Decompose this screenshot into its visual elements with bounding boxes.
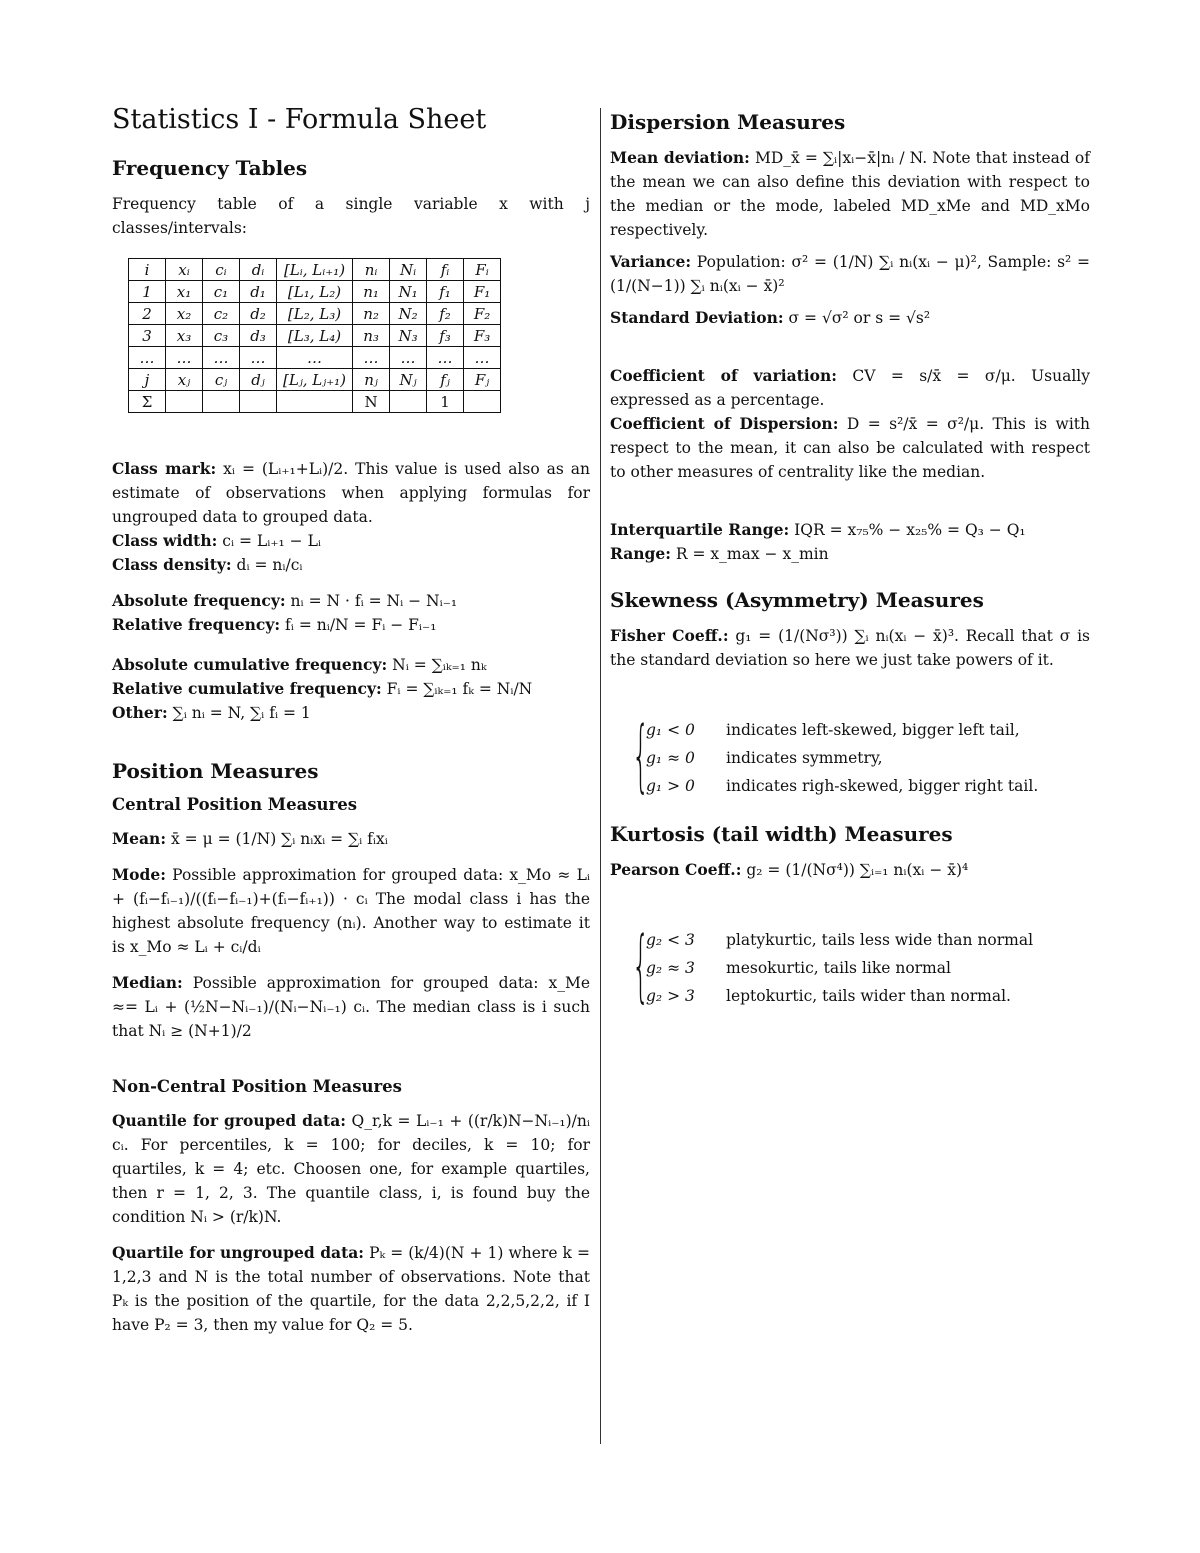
case-row	[646, 954, 1033, 982]
dispersion-heading: Dispersion Measures	[610, 110, 846, 134]
table-cell: i	[129, 259, 166, 281]
page-title: Statistics I - Formula Sheet	[112, 104, 487, 135]
table-cell: dᵢ	[240, 259, 277, 281]
table-cell: [L₁, L₂)	[277, 281, 353, 303]
case-condition: g₂ > 3	[646, 987, 695, 1005]
table-cell: c₃	[203, 325, 240, 347]
position-measures-heading: Position Measures	[112, 759, 319, 784]
table-cell: [L₃, L₄)	[277, 325, 353, 347]
relative-cumulative-frequency: Relative cumulative frequency: Fᵢ = ∑ᵢₖ₌₁ fₖ = Nᵢ/N	[112, 679, 533, 699]
case-condition: g₁ < 0	[646, 721, 695, 739]
mean-formula: Mean: x̄ = μ = (1/N) ∑ᵢ nᵢxᵢ = ∑ᵢ fᵢxᵢ	[112, 829, 388, 849]
coefficient-of-dispersion: Coefficient of Dispersion: D = s²/x̄ = σ²/μ. This is with respect to the mean, it can also be calculated with respect to other measures of centrality like the median.	[610, 414, 1090, 481]
table-cell: …	[464, 347, 501, 369]
frequency-tables-heading: Frequency Tables	[112, 156, 308, 181]
case-condition: g₁ ≈ 0	[646, 749, 695, 767]
table-cell	[240, 391, 277, 413]
table-cell: 2	[129, 303, 166, 325]
table-cell: f₂	[427, 303, 464, 325]
table-cell: [Lⱼ, Lⱼ₊₁)	[277, 369, 353, 391]
case-row	[646, 772, 1038, 800]
range: Range: R = x_max − x_min	[610, 544, 829, 563]
frequency-table	[128, 258, 501, 413]
table-cell: N₃	[390, 325, 427, 347]
table-row	[129, 369, 501, 391]
table-cell: xᵢ	[166, 259, 203, 281]
table-cell: x₃	[166, 325, 203, 347]
class-width: Class width: cᵢ = Lᵢ₊₁ − Lᵢ	[112, 531, 321, 551]
table-cell: N	[353, 391, 390, 413]
case-condition: g₂ ≈ 3	[646, 959, 695, 977]
table-cell: c₁	[203, 281, 240, 303]
case-description: mesokurtic, tails like normal	[726, 959, 951, 977]
mean-deviation: Mean deviation: MD_x̄ = ∑ᵢ|xᵢ−x̄|nᵢ / N. Note that instead of the mean we can also define this deviation with respect to the median or the mode, labeled MD_xMe and MD_xMo respectively.	[610, 148, 1090, 239]
table-cell: [L₂, L₃)	[277, 303, 353, 325]
table-cell: fⱼ	[427, 369, 464, 391]
table-cell: n₂	[353, 303, 390, 325]
table-cell: cᵢ	[203, 259, 240, 281]
table-row	[129, 281, 501, 303]
right-column	[610, 104, 1090, 1010]
case-description: platykurtic, tails less wide than normal	[726, 931, 1034, 949]
table-cell: …	[129, 347, 166, 369]
skewness-cases	[632, 711, 1090, 801]
left-column	[112, 104, 590, 1337]
median-formula: Median: Possible approximation for grouped data: x_Me ≈= Lᵢ + (½N−Nᵢ₋₁)/(Nᵢ−Nᵢ₋₁) cᵢ. The median class is i such that Nᵢ ≥ (N+1)/2	[112, 973, 590, 1041]
table-cell	[203, 391, 240, 413]
skewness-heading: Skewness (Asymmetry) Measures	[610, 588, 984, 612]
table-cell: Σ	[129, 391, 166, 413]
class-density: Class density: dᵢ = nᵢ/cᵢ	[112, 555, 303, 575]
table-row	[129, 391, 501, 413]
table-row	[129, 347, 501, 369]
brace-icon: {	[632, 921, 650, 1011]
case-description: indicates left-skewed, bigger left tail,	[726, 721, 1020, 739]
table-cell: …	[390, 347, 427, 369]
table-cell: n₁	[353, 281, 390, 303]
standard-deviation: Standard Deviation: σ = √σ² or s = √s²	[610, 308, 931, 327]
table-cell: Nᵢ	[390, 259, 427, 281]
table-row	[129, 259, 501, 281]
table-cell: n₃	[353, 325, 390, 347]
frequency-intro: Frequency table of a single variable x with j classes/intervals:	[112, 195, 590, 238]
coefficient-of-variation: Coefficient of variation: CV = s/x̄ = σ/μ. Usually expressed as a percentage.	[610, 366, 1090, 409]
table-cell: …	[240, 347, 277, 369]
kurtosis-heading: Kurtosis (tail width) Measures	[610, 822, 953, 846]
table-cell: F₁	[464, 281, 501, 303]
variance: Variance: Population: σ² = (1/N) ∑ᵢ nᵢ(xᵢ − μ)², Sample: s² = (1/(N−1)) ∑ᵢ nᵢ(xᵢ − x̄)²	[610, 252, 1090, 295]
table-cell: nᵢ	[353, 259, 390, 281]
absolute-cumulative-frequency: Absolute cumulative frequency: Nᵢ = ∑ᵢₖ₌₁ nₖ	[112, 655, 487, 675]
column-divider	[600, 108, 601, 1444]
table-row	[129, 325, 501, 347]
fisher-coefficient: Fisher Coeff.: g₁ = (1/(Nσ³)) ∑ᵢ nᵢ(xᵢ − x̄)³. Recall that σ is the standard deviation so here we just take powers of it.	[610, 626, 1090, 669]
table-cell: fᵢ	[427, 259, 464, 281]
table-cell: d₁	[240, 281, 277, 303]
table-cell: …	[353, 347, 390, 369]
table-cell: F₂	[464, 303, 501, 325]
pearson-coefficient: Pearson Coeff.: g₂ = (1/(Nσ⁴)) ∑ᵢ₌₁ nᵢ(xᵢ − x̄)⁴	[610, 860, 969, 879]
brace-icon: {	[632, 711, 650, 801]
case-row	[646, 982, 1033, 1010]
case-description: leptokurtic, tails wider than normal.	[726, 987, 1011, 1005]
case-row	[646, 926, 1033, 954]
table-cell: c₂	[203, 303, 240, 325]
table-cell: …	[203, 347, 240, 369]
table-cell: nⱼ	[353, 369, 390, 391]
quartile-formula: Quartile for ungrouped data: Pₖ = (k/4)(N + 1) where k = 1,2,3 and N is the total number of observations. Note that Pₖ is the position of the quartile, for the data 2,2,5,2,2, if I have P₂ = 3, then my value for Q₂ = 5.	[112, 1242, 590, 1334]
interquartile-range: Interquartile Range: IQR = x₇₅% − x₂₅% = Q₃ − Q₁	[610, 520, 1026, 539]
table-cell: N₁	[390, 281, 427, 303]
table-cell: cⱼ	[203, 369, 240, 391]
table-cell: Nⱼ	[390, 369, 427, 391]
table-cell	[464, 391, 501, 413]
table-cell: …	[427, 347, 464, 369]
table-cell: [Lᵢ, Lᵢ₊₁)	[277, 259, 353, 281]
table-cell: 1	[427, 391, 464, 413]
quantile-formula: Quantile for grouped data: Q_r,k = Lᵢ₋₁ + ((r/k)N−Nᵢ₋₁)/nᵢ cᵢ. For percentiles, k = 100; for deciles, k = 10; for quartiles, k = 4; etc. Choosen one, for example quartiles, then r = 1, 2, 3. The quantile class, i, is found buy the condition Nᵢ > (r/k)N.	[112, 1110, 590, 1226]
table-cell: f₁	[427, 281, 464, 303]
table-cell	[390, 391, 427, 413]
kurtosis-cases	[632, 921, 1090, 1011]
relative-frequency: Relative frequency: fᵢ = nᵢ/N = Fᵢ − Fᵢ₋₁	[112, 615, 437, 635]
mode-formula: Mode: Possible approximation for grouped data: x_Mo ≈ Lᵢ + (fᵢ−fᵢ₋₁)/((fᵢ−fᵢ₋₁)+(fᵢ−fᵢ₊₁)) · cᵢ The modal class i has the highest absolute frequency (nᵢ). Another way to estimate it is x_Mo ≈ Lᵢ + cᵢ/dᵢ	[112, 865, 590, 957]
table-cell: …	[166, 347, 203, 369]
table-cell: dⱼ	[240, 369, 277, 391]
case-row	[646, 744, 1038, 772]
table-cell: d₂	[240, 303, 277, 325]
case-description: indicates symmetry,	[726, 749, 883, 767]
table-cell: N₂	[390, 303, 427, 325]
case-condition: g₁ > 0	[646, 777, 695, 795]
table-cell: x₂	[166, 303, 203, 325]
other-formulas: Other: ∑ᵢ nᵢ = N, ∑ᵢ fᵢ = 1	[112, 703, 311, 723]
table-cell: x₁	[166, 281, 203, 303]
case-description: indicates righ-skewed, bigger right tail.	[726, 777, 1039, 795]
central-position-heading: Central Position Measures	[112, 795, 358, 815]
non-central-position-heading: Non-Central Position Measures	[112, 1077, 402, 1097]
case-row	[646, 716, 1038, 744]
table-cell: 1	[129, 281, 166, 303]
table-cell: F₃	[464, 325, 501, 347]
table-row	[129, 303, 501, 325]
case-condition: g₂ < 3	[646, 931, 695, 949]
table-cell: 3	[129, 325, 166, 347]
table-cell: d₃	[240, 325, 277, 347]
class-mark: Class mark: xᵢ = (Lᵢ₊₁+Lᵢ)/2. This value is used also as an estimate of observations when applying formulas for ungrouped data to grouped data.	[112, 459, 590, 527]
table-cell	[277, 391, 353, 413]
table-cell: Fⱼ	[464, 369, 501, 391]
table-cell: Fᵢ	[464, 259, 501, 281]
table-cell: j	[129, 369, 166, 391]
table-cell: …	[277, 347, 353, 369]
table-cell	[166, 391, 203, 413]
table-cell: f₃	[427, 325, 464, 347]
table-cell: xⱼ	[166, 369, 203, 391]
absolute-frequency: Absolute frequency: nᵢ = N · fᵢ = Nᵢ − Nᵢ₋₁	[112, 591, 458, 611]
